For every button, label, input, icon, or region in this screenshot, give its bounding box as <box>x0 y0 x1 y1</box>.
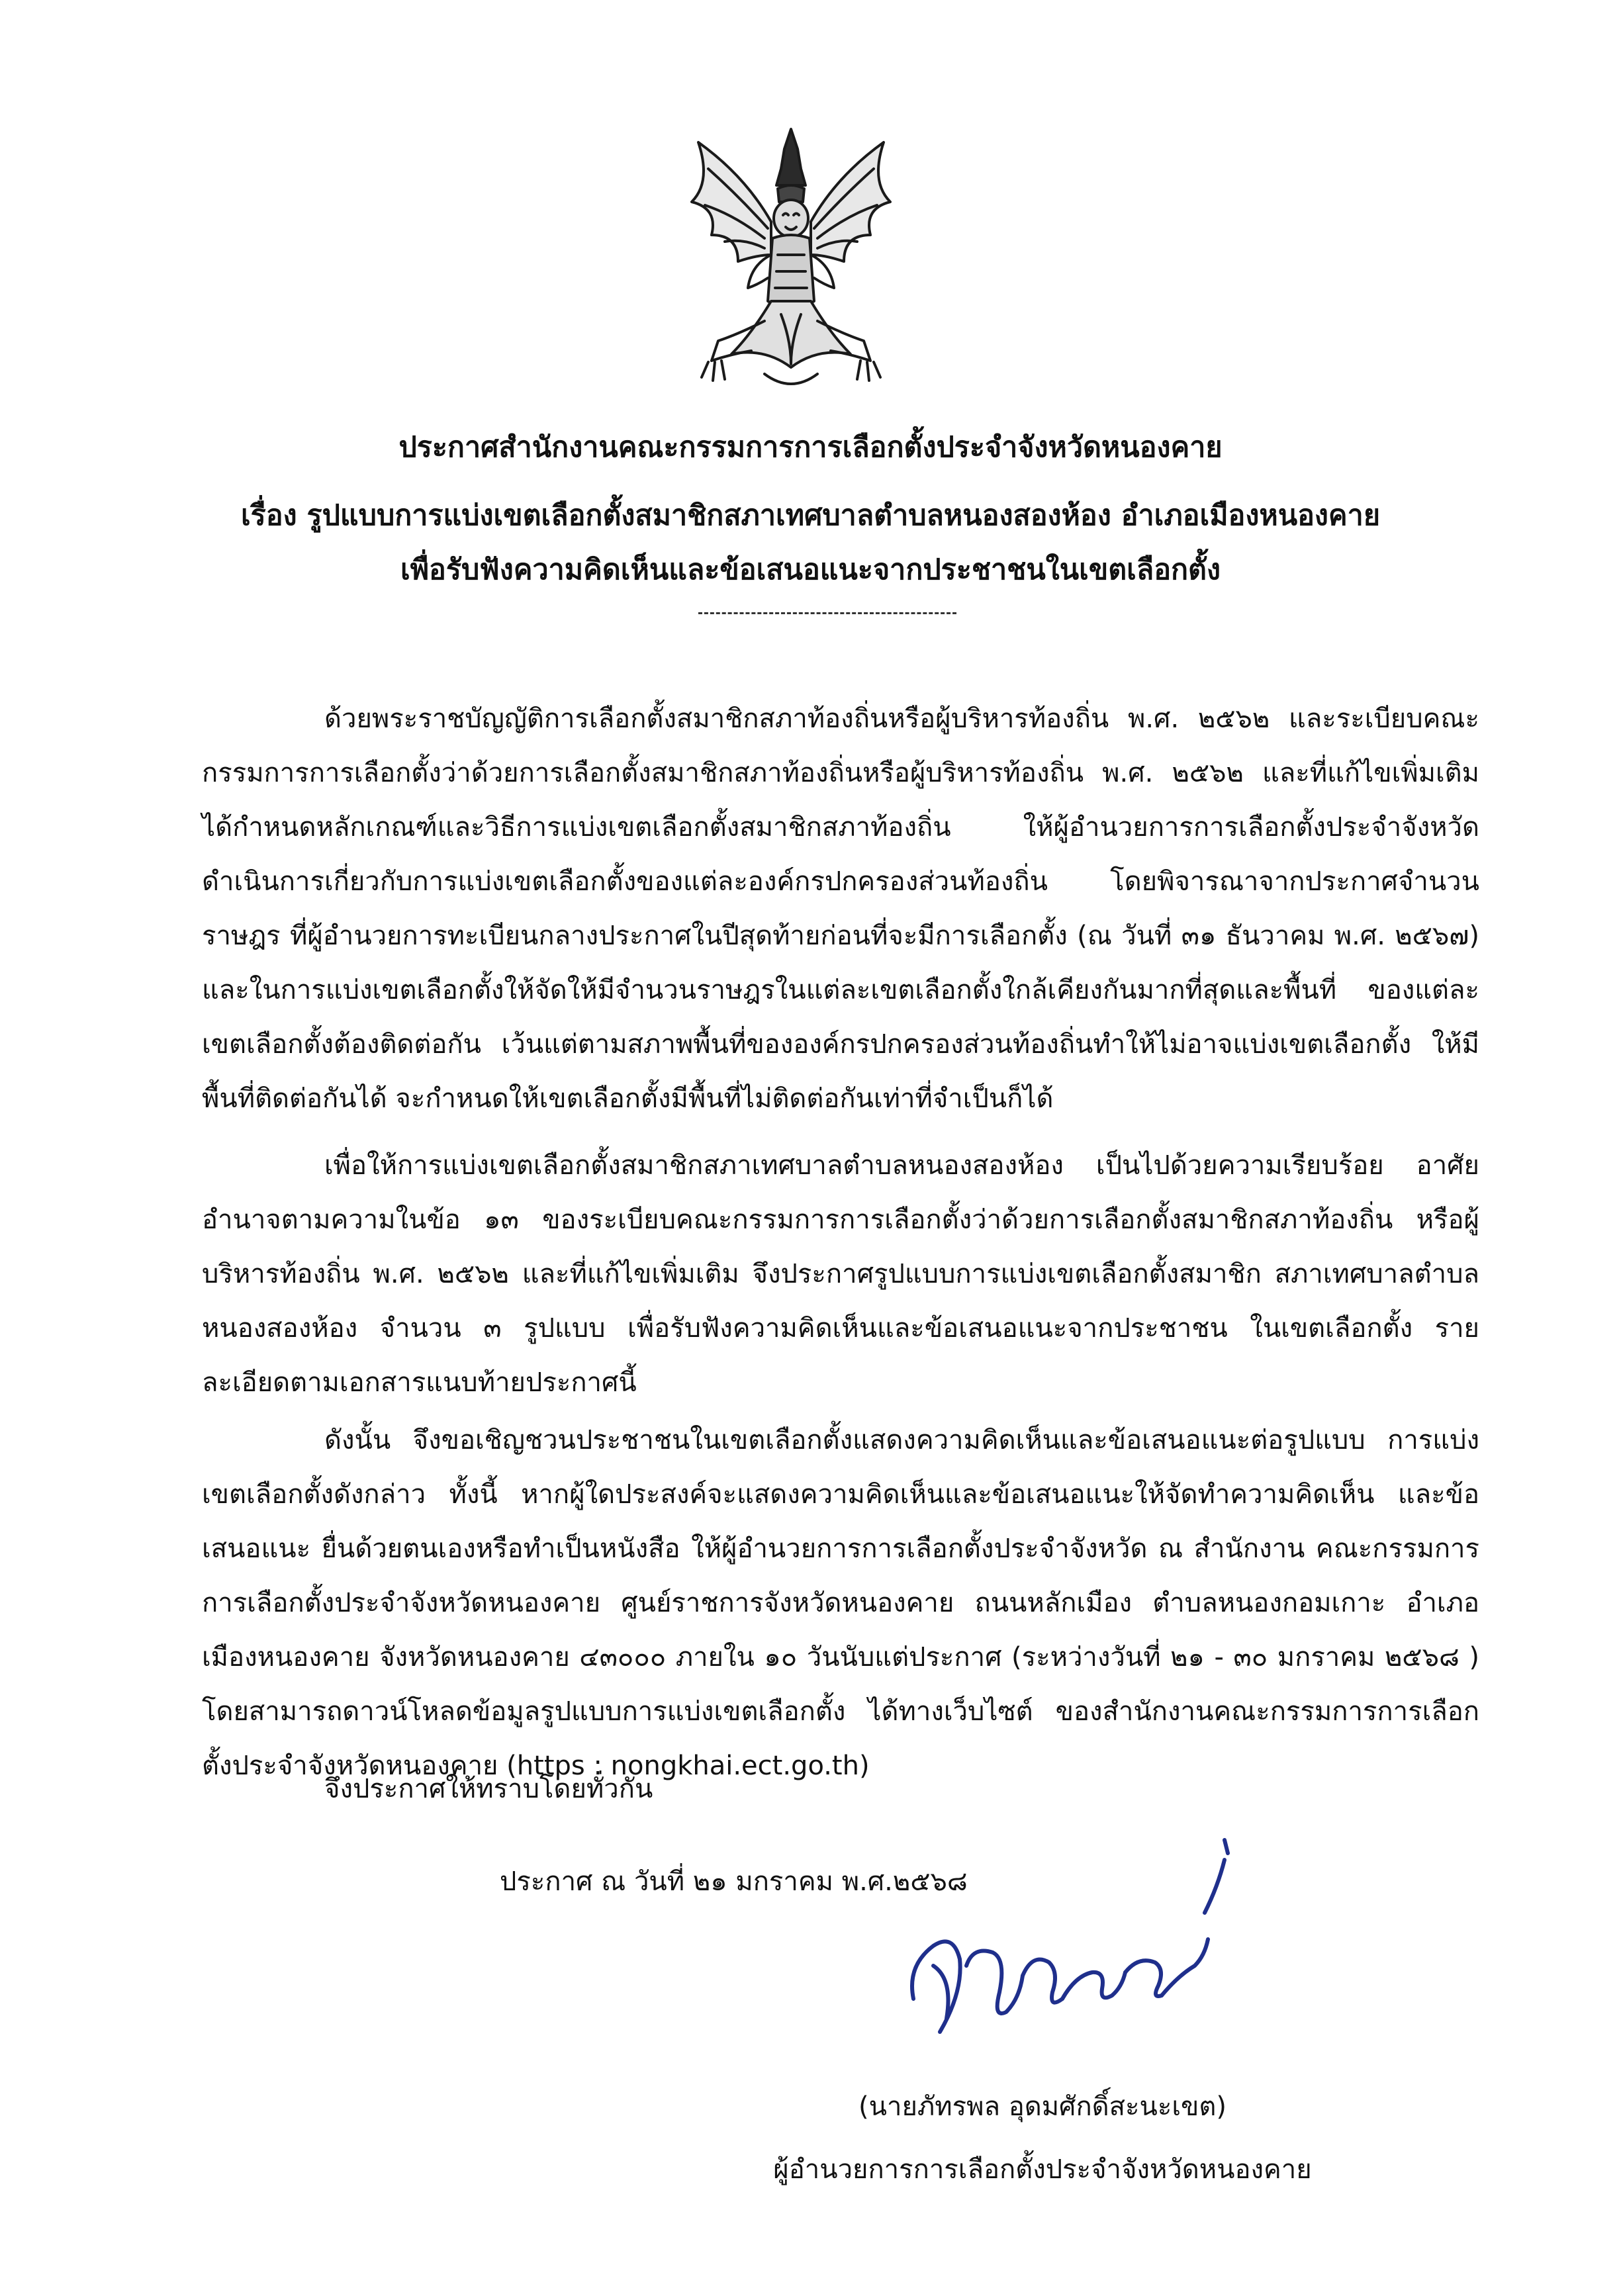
body-paragraph-2: เพื่อให้การแบ่งเขตเลือกตั้งสมาชิกสภาเทศบาลตำบลหนองสองห้อง เป็นไปด้วยความเรียบร้อย อาศัยอำนาจตามความในข้อ ๑๓ ของระเบียบคณะกรรมการการเลือกตั้งว่าด้วยการเลือกตั้งสมาชิกสภาท้องถิ่น หรือผู้บริหารท้องถิ่น พ.ศ. ๒๕๖๒ และที่แก้ไขเพิ่มเติม จึงประกาศรูปแบบการแบ่งเขตเลือกตั้งสมาชิก สภาเทศบาลตำบลหนองสองห้อง จำนวน ๓ รูปแบบ เพื่อรับฟังความคิดเห็นและข้อเสนอแนะจากประชาชน ในเขตเลือกตั้ง รายละเอียดตามเอกสารแนบท้ายประกาศนี้ <box>202 1150 1479 1398</box>
signer-position: ผู้อำนวยการการเลือกตั้งประจำจังหวัดหนองคาย <box>773 2154 1312 2185</box>
header-divider <box>698 612 956 614</box>
document-subject-continued: เพื่อรับฟังความคิดเห็นและข้อเสนอแนะจากประชาชนในเขตเลือกตั้ง <box>400 553 1221 586</box>
body-paragraph-3: ดังนั้น จึงขอเชิญชวนประชาชนในเขตเลือกตั้งแสดงความคิดเห็นและข้อเสนอแนะต่อรูปแบบ การแบ่งเขตเลือกตั้งดังกล่าว ทั้งนี้ หากผู้ใดประสงค์จะแสดงความคิดเห็นและข้อเสนอแนะให้จัดทำความคิดเห็น และข้อเสนอแนะ ยื่นด้วยตนเองหรือทำเป็นหนังสือ ให้ผู้อำนวยการการเลือกตั้งประจำจังหวัด ณ สำนักงาน คณะกรรมการการเลือกตั้งประจำจังหวัดหนองคาย ศูนย์ราชการจังหวัดหนองคาย ถนนหลักเมือง ตำบลหนองกอมเกาะ อำเภอเมืองหนองคาย จังหวัดหนองคาย ๔๓๐๐๐ ภายใน ๑๐ วันนับแต่ประกาศ (ระหว่างวันที่ ๒๑ - ๓๐ มกราคม ๒๕๖๘ ) โดยสามารถดาวน์โหลดข้อมูลรูปแบบการแบ่งเขตเลือกตั้ง ได้ทางเว็บไซต์ ของสำนักงานคณะกรรมการการเลือกตั้งประจำจังหวัดหนองคาย (https : nongkhai.ect.go.th) <box>202 1425 1479 1781</box>
document-title: ประกาศสำนักงานคณะกรรมการการเลือกตั้งประจำจังหวัดหนองคาย <box>398 431 1223 464</box>
announcement-date: ประกาศ ณ วันที่ ๒๑ มกราคม พ.ศ.๒๕๖๘ <box>500 1866 968 1897</box>
body-paragraph-1: ด้วยพระราชบัญญัติการเลือกตั้งสมาชิกสภาท้องถิ่นหรือผู้บริหารท้องถิ่น พ.ศ. ๒๕๖๒ และระเบียบคณะกรรมการการเลือกตั้งว่าด้วยการเลือกตั้งสมาชิกสภาท้องถิ่นหรือผู้บริหารท้องถิ่น พ.ศ. ๒๕๖๒ และที่แก้ไขเพิ่มเติม ได้กำหนดหลักเกณฑ์และวิธีการแบ่งเขตเลือกตั้งสมาชิกสภาท้องถิ่น ให้ผู้อำนวยการการเลือกตั้งประจำจังหวัด ดำเนินการเกี่ยวกับการแบ่งเขตเลือกตั้งของแต่ละองค์กรปกครองส่วนท้องถิ่น โดยพิจารณาจากประกาศจำนวนราษฎร ที่ผู้อำนวยการทะเบียนกลางประกาศในปีสุดท้ายก่อนที่จะมีการเลือกตั้ง (ณ วันที่ ๓๑ ธันวาคม พ.ศ. ๒๕๖๗) และในการแบ่งเขตเลือกตั้งให้จัดให้มีจำนวนราษฎรในแต่ละเขตเลือกตั้งใกล้เคียงกันมากที่สุดและพื้นที่ ของแต่ละเขตเลือกตั้งต้องติดต่อกัน เว้นแต่ตามสภาพพื้นที่ขององค์กรปกครองส่วนท้องถิ่นทำให้ไม่อาจแบ่งเขตเลือกตั้ง ให้มีพื้นที่ติดต่อกันได้ จะกำหนดให้เขตเลือกตั้งมีพื้นที่ไม่ติดต่อกันเท่าที่จำเป็นก็ได้ <box>202 704 1479 1114</box>
closing-announcement: จึงประกาศให้ทราบโดยทั่วกัน <box>324 1774 653 1804</box>
signer-name: (นายภัทรพล อุดมศักดิ์สะนะเขต) <box>858 2091 1227 2122</box>
handwritten-signature-icon <box>894 1833 1264 2052</box>
garuda-emblem-icon <box>672 122 910 400</box>
document-subject: เรื่อง รูปแบบการแบ่งเขตเลือกตั้งสมาชิกสภาเทศบาลตำบลหนองสองห้อง อำเภอเมืองหนองคาย <box>240 499 1381 532</box>
